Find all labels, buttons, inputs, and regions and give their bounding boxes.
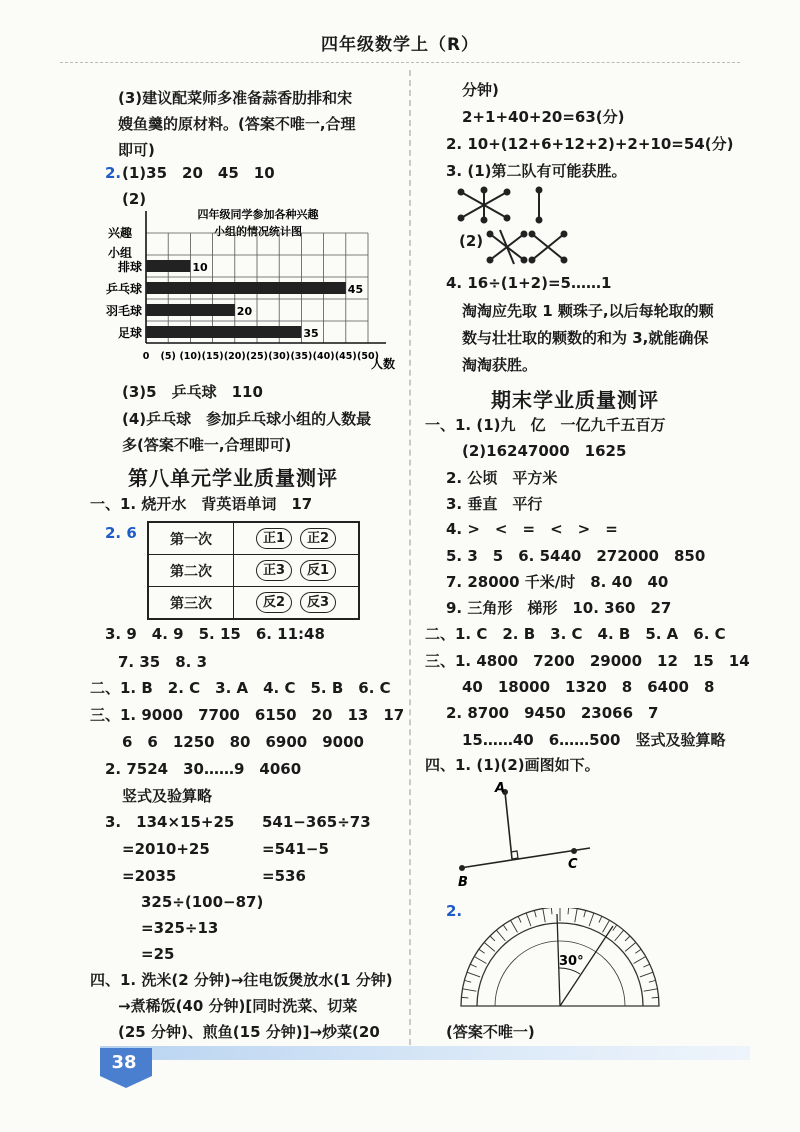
unit8-s3-q2: 2. 7524 30……9 4060 xyxy=(105,760,302,778)
protractor-tick xyxy=(490,936,495,941)
final-line-13: 15……40 6……500 竖式及验算略 xyxy=(462,731,726,749)
x-tick-label: (25) xyxy=(246,351,268,362)
angle-label: 30° xyxy=(559,954,584,969)
final-line-4: 3. 垂直 平行 xyxy=(446,495,543,513)
tally-mark: 反3 xyxy=(300,592,336,613)
chart-category-labels xyxy=(106,259,142,340)
protractor-tick xyxy=(461,997,468,998)
left-line-2: 嫂鱼羹的原材料。(答案不唯一,合理 xyxy=(118,115,356,133)
left-line-1: (3)建议配菜师多准备蒜香肋排和宋 xyxy=(118,89,353,107)
protractor-tick xyxy=(613,925,617,931)
right-line-7: 淘淘应先取 1 颗珠子,以后每轮取的颗 xyxy=(462,302,714,320)
tally-row-label: 第一次 xyxy=(148,522,234,555)
chart-x-ticks xyxy=(143,351,379,362)
protractor-tick xyxy=(589,913,594,926)
category-label: 乒乓球 xyxy=(105,282,142,296)
final-line-7: 7. 28000 千米/时 8. 40 40 xyxy=(446,573,669,591)
unit8-s1-q1: 一、1. 烧开水 背英语单词 17 xyxy=(90,495,313,513)
x-tick-label: (5) xyxy=(160,351,176,362)
q2-part4-line2: 多(答案不唯一,合理即可) xyxy=(122,436,292,454)
right-line-1: 分钟) xyxy=(462,81,499,99)
protractor-tick xyxy=(584,910,586,917)
footer-band xyxy=(100,1046,750,1060)
final-line-12: 2. 8700 9450 23066 7 xyxy=(446,704,659,722)
perpendicular-figure xyxy=(450,778,610,893)
protractor-tick xyxy=(511,920,518,932)
tally-row-label: 第二次 xyxy=(148,555,234,587)
protractor-tick xyxy=(534,910,536,917)
x-tick-label: (30) xyxy=(268,351,291,362)
tally-marks xyxy=(234,587,360,620)
protractor-tick xyxy=(463,989,477,991)
calc-1-expr: 3. 134×15+25 xyxy=(105,813,235,831)
calc-2-result: =536 xyxy=(262,867,306,885)
protractor-tick xyxy=(479,949,485,953)
x-tick-label: (35) xyxy=(290,351,313,362)
header-rule xyxy=(60,62,740,63)
final-line-11: 40 18000 1320 8 6400 8 xyxy=(462,678,715,696)
x-tick-label: (40) xyxy=(312,351,335,362)
final-line-1: 一、1. (1)九 亿 一亿九千五百万 xyxy=(425,416,666,434)
final-line-3: 2. 公顷 平方米 xyxy=(446,469,558,487)
unit8-s3-q2-note: 竖式及验算略 xyxy=(122,787,213,805)
protractor-tick xyxy=(599,916,602,922)
unit8-s3-q1-line1: 三、1. 9000 7700 6150 20 13 17 xyxy=(90,706,405,724)
protractor-tick xyxy=(640,972,653,977)
final-line-14: 四、1. (1)(2)画图如下。 xyxy=(425,756,600,774)
q2-part3: (3)5 乒乓球 110 xyxy=(122,383,263,401)
protractor-tick xyxy=(484,942,495,951)
tally-mark: 正1 xyxy=(256,528,292,549)
chart-subtitle: 小组的情况统计图 xyxy=(214,225,302,238)
page-header: 四年级数学上（R） xyxy=(320,35,480,55)
q2-part1: (1)35 20 45 10 xyxy=(122,164,275,182)
protractor-tick xyxy=(644,989,658,991)
calc-1-result: =2035 xyxy=(122,867,177,885)
point-c-label: C xyxy=(568,857,578,872)
unit8-s1-q3: 3. 9 4. 9 5. 15 6. 11:48 xyxy=(105,625,325,643)
protractor-tick xyxy=(474,957,486,964)
right-line-3: 2. 10+(12+6+12+2)+2+10=54(分) xyxy=(446,135,734,153)
right-line-5: (2) xyxy=(459,232,484,250)
protractor-tick xyxy=(625,942,636,951)
bar-0 xyxy=(146,260,190,272)
tally-row xyxy=(148,587,359,620)
protractor-figure xyxy=(455,908,665,1013)
protractor-tick xyxy=(526,913,531,926)
protractor-tick xyxy=(543,909,545,923)
x-tick-label: (10) xyxy=(179,351,202,362)
bar-1 xyxy=(146,282,346,294)
q2-part4-line1: (4)乒乓球 参加乒乓球小组的人数最 xyxy=(122,410,372,428)
unit8-title: 第八单元学业质量测评 xyxy=(128,466,338,490)
protractor-tick xyxy=(464,980,471,982)
final-line-10: 三、1. 4800 7200 29000 12 15 14 xyxy=(425,652,750,670)
bar-2 xyxy=(146,304,235,316)
protractor-tick xyxy=(496,930,505,941)
chart-bars xyxy=(146,260,363,340)
x-tick-label: (45) xyxy=(334,351,357,362)
bar-3 xyxy=(146,326,301,338)
bar-chart xyxy=(100,205,400,380)
category-label: 羽毛球 xyxy=(105,304,142,318)
x-tick-label: (20) xyxy=(223,351,246,362)
category-label: 足球 xyxy=(117,326,142,340)
protractor-tick xyxy=(470,964,476,967)
tally-row xyxy=(148,522,359,555)
right-line-4: 3. (1)第二队有可能获胜。 xyxy=(446,162,627,180)
calc-3-expr: 325÷(100−87) xyxy=(141,893,264,911)
final-line-8: 9. 三角形 梯形 10. 360 27 xyxy=(446,599,672,617)
page-number: 38 xyxy=(111,1052,137,1073)
unit8-s3-q1-line2: 6 6 1250 80 6900 9000 xyxy=(122,733,364,751)
protractor-tick xyxy=(518,916,521,922)
final-line-9: 二、1. C 2. B 3. C 4. B 5. A 6. C xyxy=(425,625,726,643)
line-segments-figure-1 xyxy=(455,186,565,226)
point-b-label: B xyxy=(458,875,468,890)
tally-marks xyxy=(234,555,360,587)
category-label: 排球 xyxy=(117,260,142,274)
x-tick-label: (15) xyxy=(201,351,224,362)
protractor-tick xyxy=(603,920,610,932)
line-segments-figure-2 xyxy=(484,228,574,266)
final-exam-title: 期末学业质量测评 xyxy=(491,388,659,412)
final-note: (答案不唯一) xyxy=(446,1023,535,1041)
final-line-2: (2)16247000 1625 xyxy=(462,442,627,460)
final-line-5: 4. > < = < > = xyxy=(446,520,618,538)
calc-2-expr: 541−365÷73 xyxy=(262,813,371,831)
protractor-tick xyxy=(615,930,624,941)
protractor-tick xyxy=(634,957,646,964)
protractor-tick xyxy=(652,997,659,998)
calc-3-step1: =325÷13 xyxy=(141,919,219,937)
chart-title: 四年级同学参加各种兴趣 xyxy=(197,208,319,221)
protractor-tick xyxy=(551,908,552,914)
x-tick-label: (50) xyxy=(357,351,379,362)
protractor-tick xyxy=(503,925,507,931)
chart-ylabel: 兴趣 xyxy=(108,226,133,240)
calc-1-step1: =2010+25 xyxy=(122,840,210,858)
protractor-tick xyxy=(575,909,577,923)
tally-mark: 正3 xyxy=(256,560,292,581)
unit8-s4-line2: →煮稀饭(40 分钟)[同时洗菜、切菜 xyxy=(118,997,358,1015)
right-line-8: 数与壮壮取的颗数的和为 3,就能确保 xyxy=(462,329,709,347)
bar-value-label: 45 xyxy=(347,283,364,296)
unit8-s4-line1: 四、1. 洗米(2 分钟)→往电饭煲放水(1 分钟) xyxy=(90,971,393,989)
chart-ylabel-2: 小组 xyxy=(108,246,133,260)
protractor-tick xyxy=(568,908,569,914)
tally-mark: 反1 xyxy=(300,560,336,581)
right-line-6: 4. 16÷(1+2)=5……1 xyxy=(446,274,612,292)
bar-value-label: 35 xyxy=(303,327,319,340)
unit8-s2: 二、1. B 2. C 3. A 4. C 5. B 6. C xyxy=(90,679,391,697)
bar-value-label: 10 xyxy=(192,261,208,274)
tally-table xyxy=(147,521,360,620)
x-tick-label: 0 xyxy=(142,351,150,362)
right-line-9: 淘淘获胜。 xyxy=(462,356,538,374)
protractor-tick xyxy=(643,964,649,967)
tally-marks xyxy=(234,522,360,555)
protractor-tick xyxy=(625,936,630,941)
calc-3-result: =25 xyxy=(141,945,175,963)
q2-part2-label: (2) xyxy=(122,190,147,208)
calc-2-step1: =541−5 xyxy=(262,840,329,858)
final-line-6: 5. 3 5 6. 5440 272000 850 xyxy=(446,547,706,565)
protractor-tick xyxy=(649,980,656,982)
tally-row xyxy=(148,555,359,587)
unit8-s1-q7: 7. 35 8. 3 xyxy=(118,653,208,671)
bar-value-label: 20 xyxy=(236,305,253,318)
final-q2-number: 2. xyxy=(446,902,463,920)
point-a-label: A xyxy=(495,781,506,796)
unit8-s4-line3: (25 分钟)、煎鱼(15 分钟)]→炒菜(20 xyxy=(118,1023,380,1041)
tally-mark: 反2 xyxy=(256,592,292,613)
right-line-2: 2+1+40+20=63(分) xyxy=(462,108,625,126)
column-divider xyxy=(409,70,411,1045)
tally-mark: 正2 xyxy=(300,528,336,549)
q2-number: 2. xyxy=(105,164,122,182)
tally-row-label: 第三次 xyxy=(148,587,234,620)
protractor-tick xyxy=(635,949,641,953)
protractor-tick xyxy=(467,972,480,977)
chart-xlabel: 人数 xyxy=(371,357,396,371)
left-line-3: 即可) xyxy=(118,141,155,159)
unit8-s1-q2: 2. 6 xyxy=(105,524,137,542)
